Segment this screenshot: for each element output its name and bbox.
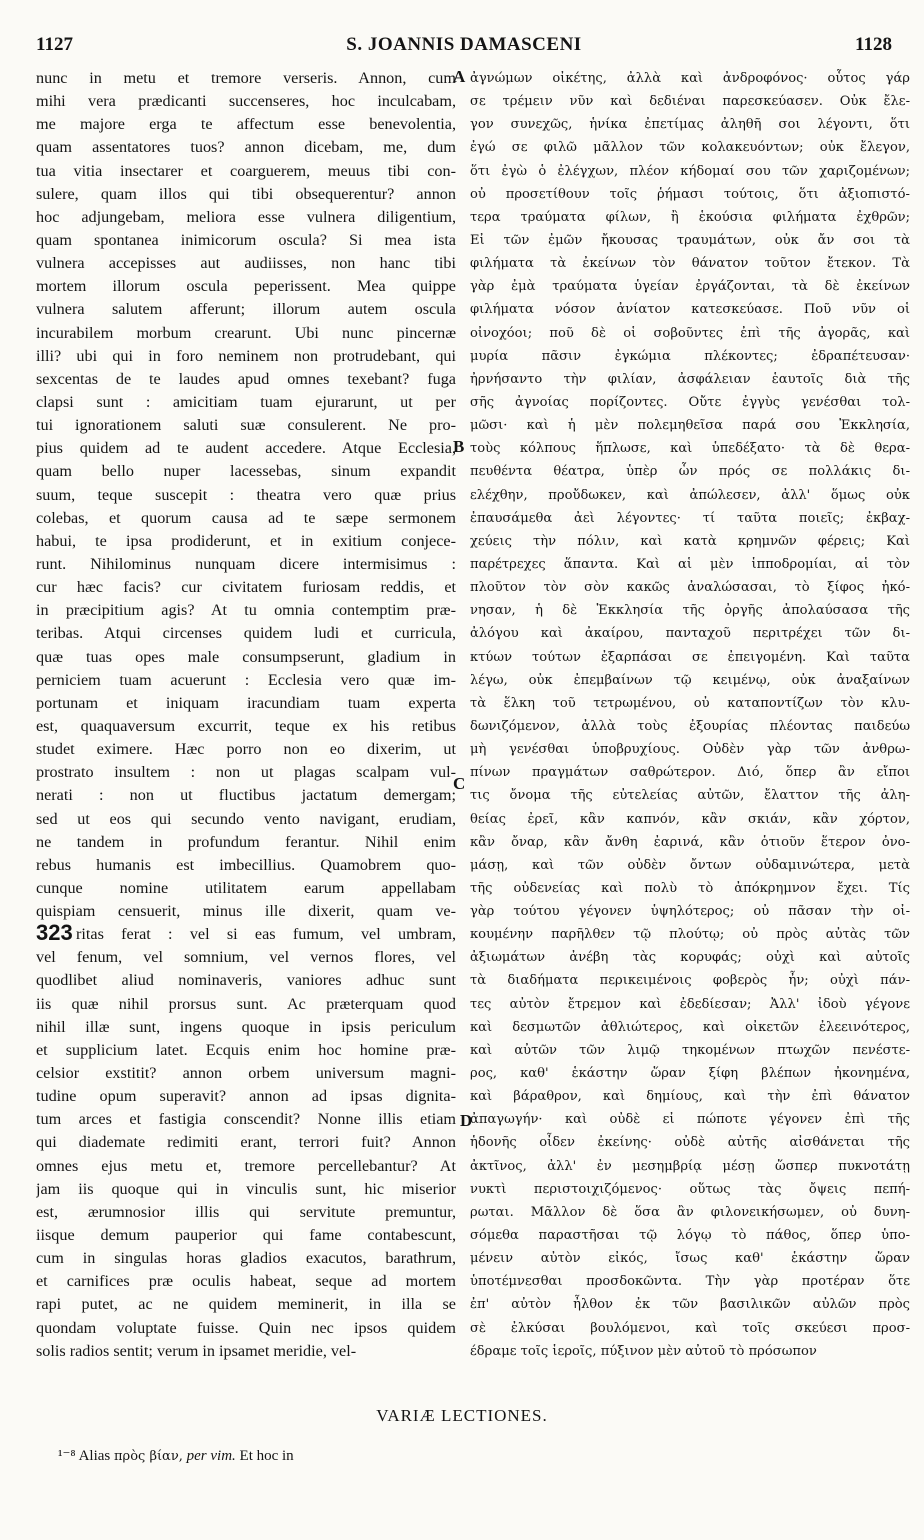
latin-text-line: me majore erga te affectum esse benevolentia, [36, 115, 456, 134]
latin-text-line: et supplicium latet. Ecquis enim hoc homine præ- [36, 1040, 456, 1059]
latin-text-line: teribas. Atqui circenses quidem ludi et curricula, [36, 624, 456, 643]
greek-text-line: καὶ βάραθρον, καὶ δημίους, καὶ τὴν ἐπὶ θάνατον [470, 1089, 910, 1105]
latin-text-line: quæ tuas opes male consumpserunt, gladium in [36, 647, 456, 666]
greek-text-line: νυκτὶ περιστοιχιζόμενος· οὕτως τὰς ὄψεις πεπή- [470, 1181, 910, 1197]
greek-text-line: γὰρ ἐμὰ τραύματα ὑγείαν ἐργάζονται, τὰ δὲ ἐκείνων [470, 279, 910, 295]
latin-text-line: vulnera salutem afferunt; illorum autem oscula [36, 300, 456, 319]
greek-text-line: τις ὄνομα τῆς εὐτελείας αὐτῶν, ἔλαττον τῆς ἀλη- [470, 788, 910, 804]
greek-text-line: γὰρ τούτου γέγονεν ὑψηλότερος; οὐ πᾶσαν τὴν οἰ- [470, 904, 910, 920]
greek-text-line: φιλήματα τὰ ἐκείνων τὸν θάνατον τοῦτον ἔτεκον. Τὰ [470, 256, 910, 272]
latin-text-line: cunque nomine utilitatem earum appellabam [36, 878, 456, 897]
section-marker-a: A [453, 67, 466, 86]
greek-text-line: φιλήματα νόσον ἀνίατον κατεσκεύασε. Ποῦ νῦν οἱ [470, 302, 910, 318]
section-marker-d: D [460, 1111, 473, 1130]
greek-text-line: Εἰ τῶν ἐμῶν ἤκουσας τραυμάτων, οὐκ ἄν σοι τὰ [470, 232, 910, 248]
greek-text-line: πίνων πραγμάτων σαθρώτερον. Διό, ὅπερ ἂν εἴποι [470, 765, 910, 781]
greek-text-line: τῆς οὐδενείας καὶ πολὺ τὸ ἀπόκρημνον ἔχει. Τίς [470, 880, 910, 896]
greek-text-line: λέγω, οὐκ ἐπεμβαίνων τῷ κειμένῳ, οὐκ ἀναξαίνων [470, 672, 910, 688]
latin-text-line: sexcentas de te laudes apud omnes texebant? fuga [36, 369, 456, 388]
greek-text-line: ἀξιωμάτων ἀνέβη τὰς κορυφάς; οὐχὶ καὶ αὐτοῖς [470, 950, 910, 966]
greek-text-line: ἐπ' αὐτὸν ἦλθον ἐκ τῶν βασιλικῶν αὐλῶν πρὸς [470, 1297, 910, 1313]
latin-text-line: perniciem tuam acuerunt : Ecclesia vero quæ im- [36, 670, 456, 689]
greek-text-line: ἀλόγου καὶ ἀκαίρου, πανταχοῦ περιτρέχει τῶν δι- [470, 626, 910, 642]
latin-text-line: prostrato insultem : non ut plagas scalpam vul- [36, 763, 456, 782]
margin-column-number: 323 [36, 920, 73, 945]
latin-text-line: omnes ejus metu et, tremore percellebantur? At [36, 1156, 456, 1175]
latin-text-line: studet eximere. Hæc porro non eo dixerim, ut [36, 740, 456, 759]
footnote-mark: ¹⁻⁸ [58, 1448, 76, 1464]
greek-text-line: ἀκτῖνος, ἀλλ' ἐν μεσημβρίᾳ μέσῃ ὥσπερ πυκνοτάτῃ [470, 1158, 910, 1174]
latin-text-line: qui diademate redimiti erant, terrori fuit? Annon [36, 1133, 456, 1152]
latin-text-line: tum arces et fastigia conscendit? Nonne illis etiam [36, 1110, 456, 1129]
greek-text-line: κουμένην παρῆλθεν τῷ πλούτῳ; οὐ πρὸς αὐτὰς τῶν [470, 927, 910, 943]
latin-text-line: vulnera accepisses aut audiisses, non hanc tibi [36, 254, 456, 273]
latin-text-line: quodlibet aliud nominaveris, vaniores adhuc sunt [36, 971, 456, 990]
greek-text-line: σόμεθα παραστῆσαι τῷ λόγῳ τὸ πάθος, ὅπερ ὑπο- [470, 1228, 910, 1244]
greek-text-line: μένειν αὐτὸν εἰκός, ἴσως καθ' ἑκάστην ὥραν [470, 1251, 910, 1267]
latin-text-line: sed ut eos qui secundo vento navigant, erudiam, [36, 809, 456, 828]
greek-text-line: μὴ γενέσθαι ὑποβρυχίους. Οὐδὲν γὰρ τῶν ἀνθρω- [470, 742, 910, 758]
footnote-text-2: Et hoc in [239, 1448, 294, 1464]
variae-lectiones-heading: VARIÆ LECTIONES. [376, 1406, 548, 1425]
footnote-italic: per vim. [186, 1448, 236, 1464]
latin-text-line: quam assentatores tuos? annon dicebam, me, dum [36, 138, 456, 157]
footnote-text-1: Alias [78, 1448, 111, 1464]
latin-text-line: nunc in metu et tremore verseris. Annon, cum [36, 69, 456, 87]
greek-text-line: ἀπαγωγήν· καὶ οὐδὲ εἰ πώποτε γέγονεν ἐπὶ τῆς [470, 1112, 910, 1128]
latin-text-line: in præcipitium agis? At tu omnia contemptim præ- [36, 601, 456, 620]
greek-text-line: γον συνεχῶς, ἡνίκα ἐπετίμας ἀληθῆ σοι λέγοντι, ὅτι [470, 117, 910, 133]
running-header [36, 34, 892, 62]
greek-text-line: καὶ αὐτῶν τῶν λιμῷ τηκομένων πτωχῶν πενέστε- [470, 1042, 910, 1058]
latin-text-line: tudine opum superavit? annon ad ipsas dignita- [36, 1087, 456, 1106]
greek-text-line: σῆς ἀγνοίας πορίζοντες. Οὔτε ἐγγὺς γενέσθαι τολ- [470, 394, 910, 410]
latin-text-line: jam iis quoque qui in vinculis sunt, hic miserior [36, 1179, 456, 1198]
greek-text-line: καὶ δεσμωτῶν ἀθλιώτερος, καὶ οἰκετῶν ἐλεεινότερος, [470, 1019, 910, 1035]
greek-text-line: παρέτρεχες ἅπαντα. Καὶ αἱ μὲν ἱπποδρομίαι, αἱ τὸν [470, 556, 910, 572]
latin-text-line: mihi vera prædicanti succenseres, hoc inculcabam, [36, 92, 456, 111]
footnote [58, 1446, 294, 1465]
section-marker-c: C [453, 774, 466, 793]
latin-column [36, 67, 456, 1363]
greek-text-line: τὰ διαδήματα περικειμένοις φοβερὸς ἦν; οὐχὶ πάν- [470, 973, 910, 989]
latin-text-line: nihil illæ sunt, ingens quoque in ipsis periculum [36, 1017, 456, 1036]
greek-text-line: δωνιζόμενον, ἀλλὰ τοὺς ἐξουρίας πλέοντας παιδεύω [470, 718, 910, 734]
latin-text-line: runt. Nihilominus nunquam dicere intermisimus : [36, 554, 456, 573]
latin-text-line: ritas ferat : vel si eas fumum, vel umbram, [76, 925, 456, 944]
greek-text-line: ἐπαυσάμεθα ἀεὶ λέγοντες· τί ταῦτα ποιεῖς; ἐκβαχ- [470, 510, 910, 526]
greek-text-line: έδραμε τοῖς ἱεροῖς, πύξινον μὲν αὐτοῦ τὸ πρόσωπον [470, 1343, 817, 1359]
greek-text-line: μῶσι· καὶ ἡ μὲν πολεμηθεῖσα παρά σου Ἐκκλησία, [470, 418, 910, 434]
greek-text-line: πλοῦτον τὸν σὸν κακῶς ἀναλώσασαι, τὸ ξίφος ἠκό- [470, 580, 910, 596]
latin-text-line: quam bello nuper lacessebas, sinum expandit [36, 462, 456, 481]
latin-text-line: portunam et iniquam iracundiam tuam experta [36, 693, 456, 712]
latin-text-line: suum, teque suscepit : theatra vero quæ prius [36, 485, 456, 504]
greek-text-line: ἐγώ σε φιλῶ μᾶλλον τῶν κολακευόντων; οὐκ ἔλεγον, [470, 140, 910, 156]
latin-text-line: tua vitia insectarer et coarguerem, meuus tibi con- [36, 161, 456, 180]
latin-text-line: cur hæc facis? cur civitatem furiosam reddis, et [36, 578, 456, 597]
latin-text-line: ne tandem in profundum ferantur. Nihil enim [36, 832, 456, 851]
latin-text-line: colebas, et quorum causa ad te sæpe sermonem [36, 508, 456, 527]
footnote-greek: πρὸς βίαν, [114, 1449, 183, 1464]
greek-text-line: χεύεις τὴν πόλιν, καὶ κατὰ κρημνῶν φέρεις; Καὶ [470, 533, 910, 549]
greek-text-line: κτύων τούτων ἐξαρπάσαι σε ἐπειγομένη. Καὶ ταῦτα [470, 649, 910, 665]
greek-text-line: ὑποτέμνεσθαι προσδοκῶντα. Τὴν γὰρ προτέραν ὅτε [470, 1274, 910, 1290]
greek-text-line: ὅτι ἐγὼ ὁ ἐλέγχων, πλέον κήδομαί σου τῶν χαριζομένων; [470, 163, 910, 179]
latin-text-line: vel fenum, vel somnium, vel vernos flores, vel [36, 948, 456, 967]
latin-text-line: est, quaquaversum excurrit, teque ex his retibus [36, 716, 456, 735]
latin-text-line: iisque demum pauperior qui fame contabescunt, [36, 1226, 456, 1245]
latin-text-line: est, ærumnosior illis qui servitute premuntur, [36, 1202, 456, 1221]
latin-text-line: pius quidem ad te audent accedere. Atque Ecclesia, [36, 439, 456, 458]
latin-text-line: illi? ubi qui in foro neminem non protrudebant, qui [36, 346, 456, 365]
greek-text-line: πευθέντα θέατρα, ὑπὲρ ὧν πρός σε πολλάκις δι- [470, 464, 910, 480]
latin-text-line: tui ignorationem saluti suæ consulerent. Ne pro- [36, 416, 456, 435]
greek-text-line: κἂν ὄναρ, κἂν ἄνθη ἐαρινά, κἂν ὁτιοῦν ἕτερον ὀνο- [470, 834, 910, 850]
greek-text-line: ἠρνήσαντο τὴν φιλίαν, ἀσφάλειαν ἑαυτοῖς διὰ τῆς [470, 371, 910, 387]
page-number-right: 1128 [855, 34, 892, 55]
greek-text-line: ρος, καθ' ἑκάστην ὥραν ξίφη βλέπων ἠκονημένα, [470, 1066, 910, 1082]
greek-text-line: οὐ προσετίθουν τοῖς ῥήμασι τούτοις, ὅτι ἀξιοπιστό- [470, 186, 910, 202]
greek-text-line: ρωται. Μᾶλλον δὲ ὅσα ἂν φιλονεικήσωμεν, οὐ δυνη- [470, 1204, 910, 1220]
latin-text-line: rebus humanis est imbecillius. Quamobrem quo- [36, 855, 456, 874]
latin-text-line: et carnifices præ oculis habeat, seque ad mortem [36, 1272, 456, 1291]
greek-text-line: μάσῃ, καὶ τῶν οὐδὲν ὄντων οὐδαμινώτερα, μετὰ [470, 857, 910, 873]
latin-text-line: hoc adjungebam, meliora esse vulnera diligentium, [36, 207, 456, 226]
section-marker-b: B [453, 437, 465, 456]
latin-text-line: rapi putet, ac ne quidem meminerit, in illa se [36, 1295, 456, 1314]
greek-text-line: ελέχθην, προὔδωκεν, καὶ ἀπώλεσεν, ἀλλ' ὅμως οὐκ [470, 487, 910, 503]
latin-text-line: mortem illorum oscula peperissent. Mea quippe [36, 277, 456, 296]
latin-text-line: sulere, quam illos qui tibi obsequerentur? annon [36, 184, 456, 203]
latin-text-line: nerati : non ut fluctibus jactatum demergam; [36, 786, 456, 805]
greek-text-line: σε τρέμειν νῦν καὶ δεδιέναι παρεσκεύασεν. Οὐκ ἔλε- [470, 94, 910, 110]
latin-text-line: cum in singulas horas gladios exacutos, barathrum, [36, 1249, 456, 1268]
latin-text-line: solis radios sentit; verum in ipsamet meridie, vel- [36, 1341, 357, 1360]
greek-text-line: μυρία πᾶσιν ἐγκώμια πλέκοντες; ἐδραπέτευσαν· [470, 348, 910, 364]
greek-text-line: τὰ ἕλκη τοῦ τετρωμένου, οὐ καταποντίζων τὸν κλυ- [470, 695, 910, 711]
greek-column [470, 67, 910, 1363]
greek-text-line: θείας ἐρεῖ, κἂν καπνόν, κἂν σκιάν, κἂν χόρτον, [470, 811, 910, 827]
greek-text-line: οἰνοχόοι; ποῦ δὲ οἱ σοβοῦντες ἐπὶ τῆς ἀγορᾶς, καὶ [470, 325, 910, 341]
greek-text-line: σὲ ἐλκύσαι βουλόμενοι, καὶ τοῖς σκεύεσι προσ- [470, 1320, 910, 1336]
latin-text-line: habui, te ipsa prodiderunt, et in exitium conjece- [36, 531, 456, 550]
latin-text-line: clapsi sunt : amicitiam tuam ejurarunt, ut per [36, 392, 456, 411]
latin-text-line: incurabilem morbum crearunt. Ubi nunc pincernæ [36, 323, 456, 342]
page-number-left: 1127 [36, 34, 73, 55]
greek-text-line: τοὺς κόλπους ἥπλωσε, καὶ ὑπεδέξατο· τὰ δὲ θερα- [470, 441, 910, 457]
greek-text-line: νησαν, ἡ δὲ Ἐκκλησία τῆς ὀργῆς ἀπολαύσασα τῆς [470, 603, 910, 619]
greek-text-line: ἡδονῆς οἶδεν ἐκείνης· οὐδὲ αὐτῆς αἰσθάνεται τῆς [470, 1135, 910, 1151]
greek-text-line: τες αὐτὸν ἔτρεμον καὶ ἐδεδίεσαν; Ἀλλ' ἰδοὺ γέγονε [470, 996, 910, 1012]
latin-text-line: quondam voluptate fuisse. Quin nec ipsos quidem [36, 1318, 456, 1337]
latin-text-line: celsior exstitit? annon orbem universum magni- [36, 1064, 456, 1083]
greek-text-line: ἀγνώμων οἰκέτης, ἀλλὰ καὶ ἀνδροφόνος· οὗτος γάρ [470, 71, 910, 86]
greek-text-line: τερα τραύματα φίλων, ἢ ἑκούσια φιλήματα ἐχθρῶν; [470, 209, 910, 225]
running-title: S. JOANNIS DAMASCENI [346, 34, 582, 55]
latin-text-line: quam spontanea inimicorum oscula? Si mea ista [36, 230, 456, 249]
latin-text-line: iis quæ nihil prorsus sunt. Ac præterquam quod [36, 994, 456, 1013]
latin-text-line: quispiam censuerit, minus ille dixerit, quam ve- [36, 902, 456, 921]
